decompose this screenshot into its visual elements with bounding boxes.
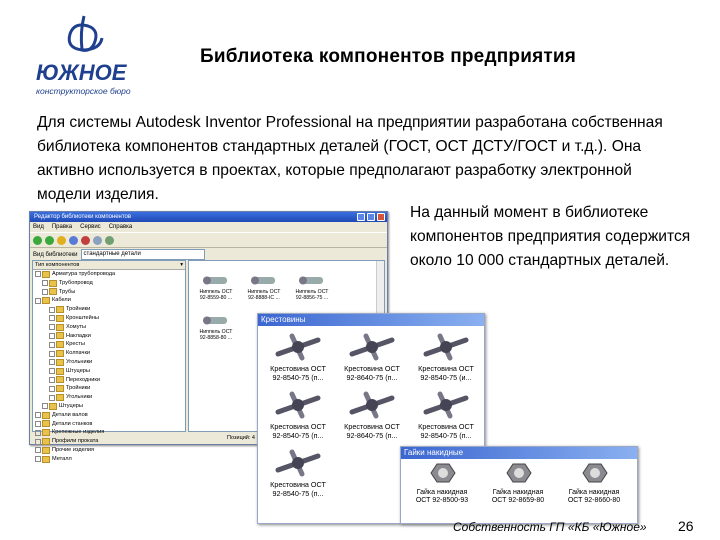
expand-icon[interactable] — [49, 368, 55, 374]
expand-icon[interactable] — [49, 315, 55, 321]
view-icon[interactable] — [105, 236, 114, 245]
close-button[interactable] — [377, 213, 385, 221]
expand-icon[interactable] — [49, 351, 55, 357]
tree-item-label: Хомуты — [66, 323, 87, 330]
folder-icon — [56, 359, 64, 366]
company-logo — [22, 10, 162, 100]
expand-icon[interactable] — [49, 377, 55, 383]
tree-header: Тип компонентов — [35, 262, 80, 268]
tree-item-label: Прочие изделия — [52, 446, 94, 453]
item-label: Крестовина ОСТ — [270, 480, 326, 489]
tree-item[interactable] — [33, 402, 185, 411]
expand-icon[interactable] — [49, 324, 55, 330]
tree-item-label: Тройники — [66, 306, 91, 313]
tree-item-label: Детали станков — [52, 420, 93, 427]
folder-icon — [56, 341, 64, 348]
crosses-header: Крестовины — [258, 314, 484, 326]
cross-fitting-icon — [346, 332, 398, 362]
folder-icon — [42, 456, 50, 463]
svg-text:конструкторское бюро: конструкторское бюро — [36, 86, 131, 96]
item-code: ОСТ 92-8660-80 — [567, 497, 621, 504]
tree-item-label: Тройники — [66, 385, 91, 392]
cross-fitting-icon — [346, 390, 398, 420]
folder-icon — [56, 394, 64, 401]
tree-item[interactable] — [33, 288, 185, 297]
tree-item-label: Арматура трубопровода — [52, 271, 116, 277]
cross-item[interactable] — [412, 332, 480, 382]
expand-icon[interactable] — [35, 412, 41, 418]
nut-item[interactable] — [483, 461, 553, 506]
expand-icon[interactable] — [42, 289, 48, 295]
folder-icon — [56, 385, 64, 392]
tree-item[interactable] — [33, 340, 185, 349]
tree-item-label: Штуцеры — [66, 367, 90, 374]
folder-icon — [49, 288, 57, 295]
item-code: 92-8640-75 (п... — [346, 373, 398, 382]
nuts-header: Гайки накидные — [401, 447, 637, 459]
tree-item[interactable] — [33, 332, 185, 341]
slide-title: Библиотека компонентов предприятия — [200, 46, 577, 67]
folder-icon — [42, 447, 50, 454]
cross-fitting-icon — [420, 332, 472, 362]
tree-item-label: Угольники — [66, 394, 93, 401]
nipple-icon — [249, 273, 279, 287]
item-code: ОСТ 92-8659-80 — [491, 497, 545, 504]
tree-item-label: Накладки — [66, 332, 91, 339]
folder-icon — [56, 332, 64, 339]
tree-item[interactable] — [33, 358, 185, 367]
nipple-icon — [201, 273, 231, 287]
expand-icon[interactable] — [42, 403, 48, 409]
svg-text:ЮЖНОЕ: ЮЖНОЕ — [36, 60, 127, 85]
tree-item[interactable] — [33, 420, 185, 429]
tree-item[interactable] — [33, 376, 185, 385]
cross-item[interactable] — [264, 332, 332, 382]
library-label: Вид библиотеки — [33, 251, 78, 258]
component-tree[interactable]: Тип компонентов ▾ Арматура трубопровода Трубопровод Трубы Кабели Тройники Кронштейны Хомуты Накладки Кресты Колпачки Угольники Штуцеры Переходники Тройники Угольники Штуцеры Детали валов Детали станков Крепежные изделия Профили проката Прочие изделия Металл — [32, 260, 186, 432]
expand-icon[interactable] — [49, 333, 55, 339]
tree-item[interactable] — [33, 455, 185, 464]
cross-item[interactable] — [264, 448, 332, 498]
tree-item-label: Штуцеры — [59, 402, 83, 409]
tree-item[interactable] — [33, 305, 185, 314]
menu-edit[interactable]: Правка — [51, 224, 73, 230]
toolbar — [30, 232, 387, 248]
cross-fitting-icon — [272, 390, 324, 420]
window-title: Редактор библиотеки компонентов — [34, 214, 132, 220]
library-size-note: На данный момент в библиотеке компонентов предприятия содержится около 10 000 стандартных деталей. — [410, 204, 691, 269]
nut-icon — [425, 461, 459, 485]
folder-icon — [49, 403, 57, 410]
tree-item-label: Кресты — [66, 341, 85, 348]
item-code: ОСТ 92-8500-93 — [415, 497, 469, 504]
properties-icon[interactable] — [93, 236, 102, 245]
nut-icon — [577, 461, 611, 485]
item-label: Гайка накидная — [492, 488, 544, 496]
tree-item[interactable] — [33, 323, 185, 332]
folder-icon — [42, 412, 50, 419]
item-label: Крестовина ОСТ — [418, 422, 474, 431]
part-item[interactable]: Ниппель ОСТ 92-8888-IC ... — [241, 273, 287, 301]
folder-icon — [42, 297, 50, 304]
nuts-panel — [400, 446, 638, 524]
folder-icon — [56, 376, 64, 383]
cross-item[interactable] — [338, 332, 406, 382]
item-code: 92-8540-75 (и... — [420, 373, 472, 382]
maximize-button[interactable] — [367, 213, 375, 221]
item-label: Гайка накидная — [416, 488, 468, 496]
folder-icon[interactable] — [57, 236, 66, 245]
tree-item-label: Трубопровод — [59, 279, 93, 286]
folder-icon — [49, 280, 57, 287]
expand-icon[interactable] — [35, 447, 41, 453]
forward-icon[interactable] — [45, 236, 54, 245]
tree-item[interactable] — [33, 384, 185, 393]
menu-view[interactable]: Вид — [33, 224, 44, 230]
delete-icon[interactable] — [81, 236, 90, 245]
part-item[interactable]: Ниппель ОСТ 92-8856-75 ... — [289, 273, 335, 301]
expand-icon[interactable] — [35, 456, 41, 462]
tree-item-label: Металл — [52, 455, 72, 462]
tree-item[interactable] — [33, 349, 185, 358]
expand-icon[interactable] — [49, 359, 55, 365]
tree-item-label: Колпачки — [66, 350, 91, 357]
menu-tools[interactable]: Сервис — [80, 224, 101, 230]
menu-help[interactable]: Справка — [108, 224, 133, 230]
tree-item-label: Трубы — [59, 288, 76, 295]
cross-item[interactable] — [264, 390, 332, 440]
tree-item-label: Угольники — [66, 358, 93, 365]
expand-icon[interactable] — [35, 421, 41, 427]
expand-icon[interactable] — [49, 342, 55, 348]
folder-icon — [42, 420, 50, 427]
folder-icon — [56, 306, 64, 313]
item-code: 92-8640-75 (п... — [346, 431, 398, 440]
tree-item-label: Кабели — [52, 297, 71, 304]
cross-item[interactable] — [338, 390, 406, 440]
tree-item[interactable] — [33, 411, 185, 420]
expand-icon[interactable] — [35, 298, 41, 304]
refresh-icon[interactable] — [69, 236, 78, 245]
item-label: Гайка накидная — [568, 488, 620, 496]
tree-item[interactable] — [33, 393, 185, 402]
minimize-button[interactable] — [357, 213, 365, 221]
tree-item[interactable] — [33, 279, 185, 288]
page-number: 26 — [678, 518, 694, 534]
cross-fitting-icon — [272, 448, 324, 478]
expand-icon[interactable] — [42, 280, 48, 286]
expand-icon[interactable] — [49, 395, 55, 401]
tree-item-label: Крепежные изделия — [52, 429, 105, 436]
nipple-icon — [201, 313, 231, 327]
part-item[interactable]: Ниппель ОСТ 92-8559-80 ... — [193, 273, 239, 301]
tree-item-label: Детали валов — [52, 411, 88, 418]
expand-icon[interactable] — [49, 307, 55, 313]
item-label: Крестовина ОСТ — [344, 422, 400, 431]
intro-paragraph: Для системы Autodesk Inventor Professional на предприятии разработана собственная библиотека компонентов стандартных деталей (ГОСТ, ОСТ ДСТУ/ГОСТ и т.д.). Она активно используется в проектах, которые предполагают разработку электронной модели изделия. — [37, 114, 663, 203]
item-label: Крестовина ОСТ — [418, 364, 474, 373]
footer-ownership: Собственность ГП «КБ «Южное» — [453, 520, 647, 534]
cross-fitting-icon — [420, 390, 472, 420]
window-title-bar[interactable] — [30, 212, 387, 222]
item-code: 92-8540-75 (п... — [272, 489, 324, 498]
menu-bar — [30, 222, 387, 232]
back-icon[interactable] — [33, 236, 42, 245]
tree-item[interactable] — [33, 446, 185, 455]
item-label: Крестовина ОСТ — [344, 364, 400, 373]
item-label: Крестовина ОСТ — [270, 364, 326, 373]
tree-item-label: Переходники — [66, 376, 101, 383]
nut-icon — [501, 461, 535, 485]
tree-item[interactable] — [33, 367, 185, 376]
item-code: 92-8540-75 (п... — [272, 373, 324, 382]
tree-item-label: Кронштейны — [66, 314, 99, 321]
status-count: Позиций: 4 — [227, 435, 255, 441]
library-dropdown[interactable]: стандартные детали — [81, 249, 205, 260]
nut-item[interactable] — [559, 461, 629, 506]
item-code: 92-8540-75 (п... — [420, 431, 472, 440]
folder-icon — [56, 368, 64, 375]
nut-item[interactable] — [407, 461, 477, 506]
folder-icon — [42, 271, 50, 278]
tree-item-label: Профили проката — [52, 438, 99, 445]
item-code: 92-8540-75 (п... — [272, 431, 324, 440]
expand-icon[interactable] — [49, 386, 55, 392]
folder-icon — [56, 315, 64, 322]
expand-icon[interactable] — [35, 271, 41, 277]
folder-icon — [56, 324, 64, 331]
cross-fitting-icon — [272, 332, 324, 362]
tree-item[interactable] — [33, 296, 185, 305]
item-label: Крестовина ОСТ — [270, 422, 326, 431]
nipple-icon — [297, 273, 327, 287]
cross-item[interactable] — [412, 390, 480, 440]
tree-item[interactable] — [33, 270, 185, 279]
tree-item[interactable] — [33, 314, 185, 323]
folder-icon — [56, 350, 64, 357]
part-item[interactable]: Ниппель ОСТ 92-8858-80 ... — [193, 313, 239, 341]
